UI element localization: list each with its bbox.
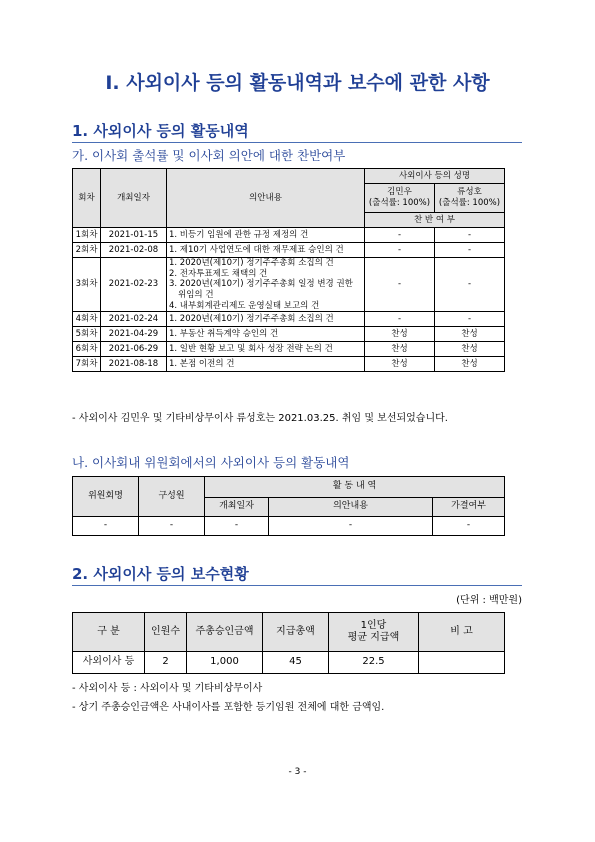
- header-committee-result: 가결여부: [433, 498, 505, 517]
- header-directors-group: 사외이사 등의 성명: [365, 169, 505, 184]
- header-category: 구 분: [73, 613, 145, 652]
- agenda-line: 2. 전자투표제도 채택의 건: [169, 268, 268, 279]
- cell-date: 2021-06-29: [101, 342, 167, 357]
- unit-label: (단위 : 백만원): [456, 595, 522, 606]
- cell-total: 45: [263, 652, 329, 674]
- cell-vote1: 찬성: [365, 327, 435, 342]
- table-row: [73, 258, 505, 312]
- cell-agenda: 1. 일반 현황 보고 및 회사 성장 전략 논의 건: [167, 342, 365, 357]
- cell-round: 3회차: [73, 258, 101, 312]
- table-row: [73, 228, 505, 243]
- cell-vote2: -: [435, 312, 505, 327]
- header-committee-date: 개최일자: [205, 498, 269, 517]
- director1-name: 김민우: [387, 187, 412, 198]
- table-row: [73, 652, 505, 674]
- cell-vote2: -: [435, 228, 505, 243]
- section2-note-1: - 사외이사 등 : 사외이사 및 기타비상무이사: [72, 683, 263, 694]
- header-committee-agenda: 의안내용: [269, 498, 433, 517]
- page-number: - 3 -: [288, 767, 307, 777]
- header-activity: 활 동 내 역: [205, 477, 505, 498]
- header-approved: 주총승인금액: [187, 613, 263, 652]
- cell-date: 2021-02-24: [101, 312, 167, 327]
- agenda-line: 3. 2020년(제10기) 정기주주총회 일정 변경 권한: [169, 279, 353, 290]
- header-members: 구성원: [139, 477, 205, 517]
- director2-name: 류성호: [457, 187, 482, 198]
- agenda-line: 위임의 건: [178, 289, 214, 300]
- cell-vote1: -: [365, 258, 435, 312]
- agenda-line: 1. 2020년(제10기) 정기주주총회 소집의 건: [169, 258, 334, 268]
- section1-subB-title: 나. 이사회내 위원회에서의 사외이사 등의 활동내역: [72, 455, 350, 470]
- header-avg-line1: 1인당: [360, 619, 387, 631]
- cell-vote1: -: [365, 228, 435, 243]
- cell-agenda: 1. 2020년(제10기) 정기주주총회 소집의 건: [167, 312, 365, 327]
- cell-agenda: -: [269, 517, 433, 536]
- header-director2: [435, 184, 505, 213]
- table-row: [73, 357, 505, 372]
- cell-round: 1회차: [73, 228, 101, 243]
- cell-agenda: 1. 제10기 사업연도에 대한 재무제표 승인의 건: [167, 243, 365, 258]
- cell-date: 2021-04-29: [101, 327, 167, 342]
- cell-result: -: [433, 517, 505, 536]
- cell-date: 2021-02-23: [101, 258, 167, 312]
- cell-round: 6회차: [73, 342, 101, 357]
- table-row: [73, 342, 505, 357]
- section1-subA-title: 가. 이사회 출석률 및 이사회 의안에 대한 찬반여부: [72, 148, 346, 163]
- cell-date: 2021-08-18: [101, 357, 167, 372]
- section2-title: 2. 사외이사 등의 보수현황: [72, 565, 249, 583]
- cell-round: 5회차: [73, 327, 101, 342]
- agenda-line: 4. 내부회계관리제도 운영실태 보고의 건: [169, 300, 320, 311]
- cell-category: 사외이사 등: [73, 652, 145, 674]
- cell-agenda: 1. 비등기 임원에 관한 규정 제정의 건: [167, 228, 365, 243]
- section1-note: - 사외이사 김민우 및 기타비상무이사 류성호는 2021.03.25. 취임 및 보선되었습니다.: [72, 413, 448, 424]
- cell-avg: 22.5: [329, 652, 419, 674]
- section1-rule: [72, 142, 522, 143]
- remuneration-table: [72, 612, 505, 674]
- table-row: [73, 243, 505, 258]
- cell-vote2: -: [435, 243, 505, 258]
- table-row: [73, 327, 505, 342]
- header-director1: [365, 184, 435, 213]
- cell-date: 2021-02-08: [101, 243, 167, 258]
- section2-note-2: - 상기 주총승인금액은 사내이사를 포함한 등기임원 전체에 대한 금액임.: [72, 702, 385, 713]
- header-avg: [329, 613, 419, 652]
- cell-count: 2: [145, 652, 187, 674]
- header-note: 비 고: [419, 613, 505, 652]
- cell-vote2: -: [435, 258, 505, 312]
- cell-round: 2회차: [73, 243, 101, 258]
- cell-round: 4회차: [73, 312, 101, 327]
- section1-title: 1. 사외이사 등의 활동내역: [72, 122, 249, 140]
- header-vote: 찬 반 여 부: [365, 213, 505, 228]
- cell-approved: 1,000: [187, 652, 263, 674]
- header-committee: 위원회명: [73, 477, 139, 517]
- header-total: 지급총액: [263, 613, 329, 652]
- cell-date: 2021-01-15: [101, 228, 167, 243]
- cell-members: -: [139, 517, 205, 536]
- cell-vote2: 찬성: [435, 357, 505, 372]
- cell-round: 7회차: [73, 357, 101, 372]
- cell-committee: -: [73, 517, 139, 536]
- cell-agenda: 1. 부동산 취득계약 승인의 건: [167, 327, 365, 342]
- committee-activity-table: [72, 476, 505, 536]
- table-row: [73, 517, 505, 536]
- board-activity-table: [72, 168, 505, 372]
- director1-attendance: (출석률: 100%): [368, 198, 431, 208]
- cell-vote2: 찬성: [435, 327, 505, 342]
- cell-vote1: -: [365, 243, 435, 258]
- header-round: 회차: [73, 169, 101, 228]
- cell-vote1: 찬성: [365, 357, 435, 372]
- header-date: 개최일자: [101, 169, 167, 228]
- director2-attendance: (출석률: 100%): [438, 198, 501, 208]
- cell-date: -: [205, 517, 269, 536]
- cell-vote1: -: [365, 312, 435, 327]
- page-title: I. 사외이사 등의 활동내역과 보수에 관한 사항: [105, 72, 490, 94]
- cell-vote2: 찬성: [435, 342, 505, 357]
- cell-note: [419, 652, 505, 674]
- table-row: [73, 312, 505, 327]
- cell-agenda: 1. 본점 이전의 건: [167, 357, 365, 372]
- section2-rule: [72, 585, 522, 586]
- header-count: 인원수: [145, 613, 187, 652]
- header-avg-line2: 평균 지급액: [347, 632, 400, 643]
- header-agenda: 의안내용: [167, 169, 365, 228]
- cell-vote1: 찬성: [365, 342, 435, 357]
- cell-agenda-multi: [167, 258, 365, 312]
